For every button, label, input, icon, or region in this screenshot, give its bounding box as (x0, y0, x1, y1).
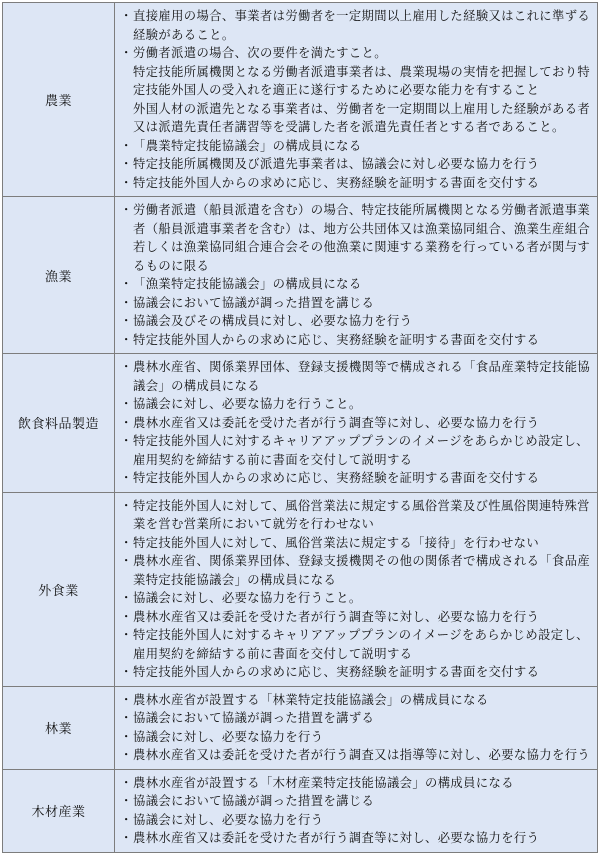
list-item: ・ 協議会に対し、必要な協力を行うこと。 (121, 589, 593, 608)
category-cell: 漁業 (3, 197, 115, 354)
list-item: ・ 特定技能外国人からの求めに応じ、実務経験を証明する書面を交付する (121, 469, 593, 488)
list-item: ・ 農林水産省が設置する「木材産業特定技能協議会」の構成員になる (121, 774, 593, 793)
list-item: ・ 特定技能外国人からの求めに応じ、実務経験を証明する書面を交付する (121, 663, 593, 682)
list-item: ・ 農林水産省又は委託を受けた者が行う調査等に対し、必要な協力を行う (121, 608, 593, 627)
list-item: ・ 協議会に対し、必要な協力を行う (121, 728, 593, 747)
list-item: ・ 特定技能外国人に対して、風俗営業法に規定する風俗営業及び性風俗関連特殊営業を営む営業所において就労を行わせない (121, 497, 593, 534)
table-row (3, 3, 598, 197)
list-item: ・ 協議会において協議が調った措置を講じる (121, 792, 593, 811)
list-item: ・ 農林水産省又は委託を受けた者が行う調査等に対し、必要な協力を行う (121, 829, 593, 848)
table-row (3, 197, 598, 354)
requirements-cell (115, 3, 598, 197)
table-row (3, 492, 598, 686)
list-item: ・ 農林水産省又は委託を受けた者が行う調査又は指導等に対し、必要な協力を行う (121, 746, 593, 765)
table-row (3, 686, 598, 769)
list-item: ・ 直接雇用の場合、事業者は労働者を一定期間以上雇用した経験又はこれに準ずる経験があること。 (121, 7, 593, 44)
list-item: ・ 協議会及びその構成員に対し、必要な協力を行う (121, 312, 593, 331)
sub-item: 外国人材の派遣先となる事業者は、労働者を一定期間以上雇用した経験がある者又は派遣先責任者講習等を受講した者を派遣先責任者とする者であること。 (133, 101, 591, 134)
requirements-cell (115, 686, 598, 769)
table-body (3, 3, 598, 853)
list-item: ・ 労働者派遣の場合、次の要件を満たすこと。 (121, 44, 593, 63)
requirements-table (2, 2, 598, 853)
list-item: ・ 「農業特定技能協議会」の構成員になる (121, 137, 593, 156)
list-item: ・ 労働者派遣（船員派遣を含む）の場合、特定技能所属機関となる労働者派遣事業者（船員派遣事業者を含む）は、地方公共団体又は漁業協同組合、漁業生産組合若しくは漁業協同組合連合会その他漁業に関連する業務を行っている者が関与するものに限る (121, 201, 593, 275)
category-cell: 農業 (3, 3, 115, 197)
list-item: ・ 農林水産省が設置する「林業特定技能協議会」の構成員になる (121, 691, 593, 710)
requirements-cell (115, 769, 598, 852)
list-item: ・ 協議会に対し、必要な協力を行う (121, 811, 593, 830)
list-item: ・ 農林水産省、関係業界団体、登録支援機関その他の関係者で構成される「食品産業特定技能協議会」の構成員になる (121, 552, 593, 589)
list-item: ・ 特定技能所属機関及び派遣先事業者は、協議会に対し必要な協力を行う (121, 155, 593, 174)
list-item: ・ 特定技能外国人からの求めに応じ、実務経験を証明する書面を交付する (121, 331, 593, 350)
requirements-cell (115, 354, 598, 493)
requirements-cell (115, 492, 598, 686)
list-item: ・ 農林水産省、関係業界団体、登録支援機関等で構成される「食品産業特定技能協議会」の構成員になる (121, 358, 593, 395)
requirements-cell (115, 197, 598, 354)
category-cell: 木材産業 (3, 769, 115, 852)
table-row (3, 769, 598, 852)
list-item: ・ 農林水産省又は委託を受けた者が行う調査等に対し、必要な協力を行う (121, 414, 593, 433)
list-item: ・ 特定技能外国人に対するキャリアアッププランのイメージをあらかじめ設定し、雇用契約を締結する前に書面を交付して説明する (121, 626, 593, 663)
sub-item: 特定技能所属機関となる労働者派遣事業者は、農業現場の実情を把握しており特定技能外国人の受入れを適正に遂行するために必要な能力を有すること (133, 64, 591, 97)
category-cell: 林業 (3, 686, 115, 769)
list-item: ・ 特定技能外国人に対するキャリアアッププランのイメージをあらかじめ設定し、雇用契約を締結する前に書面を交付して説明する (121, 432, 593, 469)
category-cell: 外食業 (3, 492, 115, 686)
list-item: ・ 協議会において協議が調った措置を講ずる (121, 709, 593, 728)
list-item: ・ 協議会において協議が調った措置を講じる (121, 294, 593, 313)
list-item: ・ 協議会に対し、必要な協力を行うこと。 (121, 395, 593, 414)
table-row (3, 354, 598, 493)
category-cell: 飲食料品製造 (3, 354, 115, 493)
list-item: ・ 「漁業特定技能協議会」の構成員になる (121, 275, 593, 294)
list-item: ・ 特定技能外国人に対して、風俗営業法に規定する「接待」を行わせない (121, 534, 593, 553)
list-item: ・ 特定技能外国人からの求めに応じ、実務経験を証明する書面を交付する (121, 174, 593, 193)
